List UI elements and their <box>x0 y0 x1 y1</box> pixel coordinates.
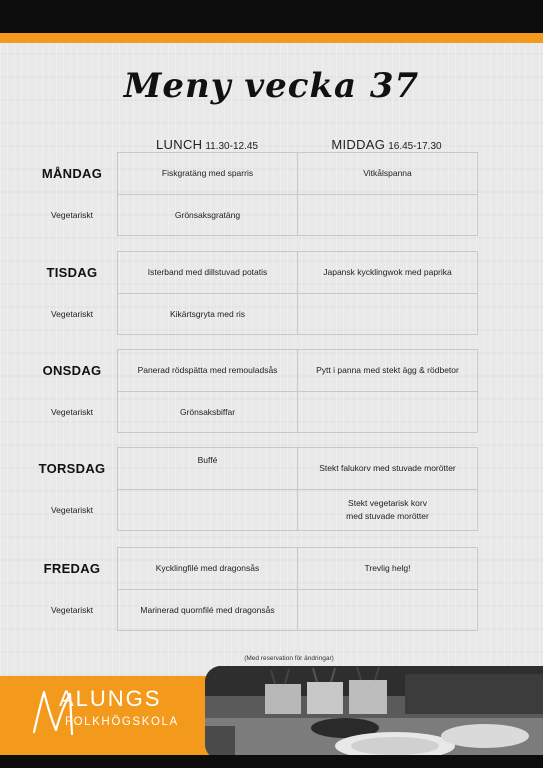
dinner-dish: Japansk kycklingwok med paprika <box>297 251 478 293</box>
footer-black-bar <box>0 755 543 768</box>
dinner-dish: Vitkålspanna <box>297 152 478 194</box>
lunch-dish: Panerad rödspätta med remouladsås <box>117 349 297 391</box>
veg-label: Vegetariskt <box>50 210 94 220</box>
veg-dinner-text: Stekt vegetarisk korv med stuvade morötter <box>346 498 429 521</box>
lunch-column-header <box>118 137 296 152</box>
day-name: ONSDAG <box>42 362 102 378</box>
veg-label: Vegetariskt <box>50 309 94 319</box>
lunch-dish: Kycklingfilé med dragonsås <box>117 547 297 589</box>
reservation-note: (Med reservation för ändringar) <box>244 655 334 662</box>
lunch-hours: 11.30-12.45 <box>205 141 258 152</box>
dinner-dish: Stekt falukorv med stuvade morötter <box>297 447 478 489</box>
table-row <box>0 251 543 293</box>
buffet-photo-illustration <box>205 666 543 760</box>
day-name: MÅNDAG <box>41 165 103 181</box>
lunch-dish: Fiskgratäng med sparris <box>117 152 297 194</box>
veg-label: Vegetariskt <box>50 605 94 615</box>
dinner-dish: Trevlig helg! <box>297 547 478 589</box>
lunch-dish: Isterband med dillstuvad potatis <box>117 251 297 293</box>
veg-dinner-dish <box>297 489 478 531</box>
top-black-bar <box>0 0 543 33</box>
table-row <box>0 349 543 391</box>
dinner-title: MIDDAG <box>331 137 386 152</box>
veg-dinner-dish <box>297 589 478 631</box>
table-row <box>0 547 543 589</box>
table-row <box>0 194 543 236</box>
dinner-hours: 16.45-17.30 <box>388 141 442 152</box>
menu-title: Meny vecka 37 <box>123 66 420 106</box>
table-row <box>0 447 543 489</box>
veg-lunch-dish <box>117 489 297 531</box>
veg-dinner-dish <box>297 194 478 236</box>
veg-lunch-dish: Kikärtsgryta med ris <box>117 293 297 335</box>
table-row <box>0 391 543 433</box>
day-name: FREDAG <box>43 560 101 576</box>
buffet-photo <box>205 666 543 760</box>
veg-lunch-dish: Marinerad quornfilé med dragonsås <box>117 589 297 631</box>
table-row <box>0 152 543 194</box>
table-row <box>0 489 543 531</box>
table-row <box>0 293 543 335</box>
logo-text-malungs: ALUNGS <box>59 686 162 711</box>
top-orange-bar <box>0 33 543 43</box>
veg-dinner-dish <box>297 293 478 335</box>
table-row <box>0 589 543 631</box>
day-name: TORSDAG <box>38 460 106 476</box>
veg-label: Vegetariskt <box>50 505 94 515</box>
lunch-title: LUNCH <box>156 137 203 152</box>
veg-label: Vegetariskt <box>50 407 94 417</box>
lunch-dish: Buffé <box>117 447 297 489</box>
veg-lunch-dish: Grönsaksgratäng <box>117 194 297 236</box>
day-name: TISDAG <box>46 264 98 280</box>
dinner-column-header <box>296 137 477 152</box>
dinner-dish: Pytt i panna med stekt ägg & rödbetor <box>297 349 478 391</box>
veg-lunch-dish: Grönsaksbiffar <box>117 391 297 433</box>
logo-text-folkhogskola: FOLKHÖGSKOLA <box>65 716 179 728</box>
veg-dinner-dish <box>297 391 478 433</box>
